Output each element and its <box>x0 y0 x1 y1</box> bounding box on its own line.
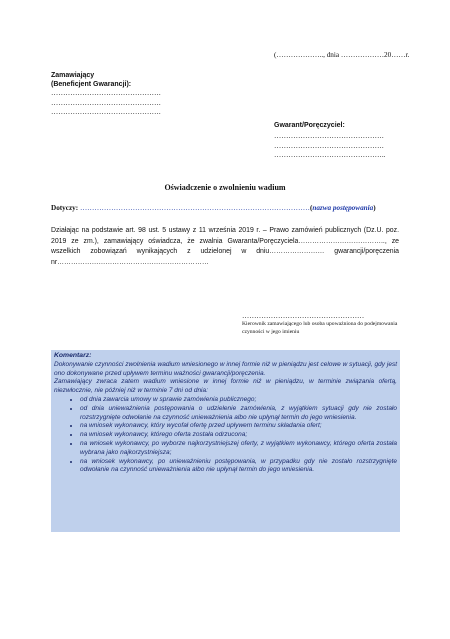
gwarant-line: ………………………………………. <box>274 132 384 140</box>
gwarant-line: ……………………………………….. <box>274 151 386 159</box>
dotyczy-label: Dotyczy: <box>51 204 79 212</box>
comment-list <box>54 396 397 475</box>
comment-list-item: • na wniosek wykonawcy, po wyborze najkorzystniejszej oferty, z wyjątkiem wykonawcy, którego oferta została wybrana jako najkorzystniejsza; <box>80 440 397 458</box>
gwarant-block <box>274 121 385 161</box>
dotyczy-name: nazwa postępowania <box>312 204 374 212</box>
document-title: Oświadczenie o zwolnieniu wadium <box>164 183 286 192</box>
zamawiajacy-title: Zamawiający <box>51 72 95 79</box>
dotyczy-dots: …………………………………………………………………………………… <box>79 204 310 212</box>
zamawiajacy-block <box>51 71 161 118</box>
zamawiajacy-line: ………………………………………. <box>51 108 161 116</box>
dotyczy-line <box>51 204 376 213</box>
comment-list-item: • na wniosek wykonawcy, po unieważnieniu postępowania, w przypadku gdy nie zostało rozstrzygnięte odwołanie na czynność unieważnienia albo nie upłynął termin do jego wniesienia. <box>80 458 397 476</box>
zamawiajacy-line: ………………………………………. <box>51 89 161 97</box>
comment-list-item: • od dnia unieważnienia postępowania o udzielenie zamówienia, z wyjątkiem sytuacji gdy nie zostało rozstrzygnięte odwołanie na czynność unieważnienia albo nie upłynął termin do jego wniesienia. <box>80 405 397 423</box>
comment-box <box>51 350 400 532</box>
gwarant-title: Gwarant/Poręczyciel: <box>274 122 345 129</box>
dotyczy-close: ) <box>373 204 376 212</box>
dotyczy-open: ( <box>309 204 313 212</box>
zamawiajacy-subtitle: (Beneficjent Gwarancji): <box>51 81 132 88</box>
comment-paragraph: Zamawiający zwraca zatem wadium wniesione w innej formie niż w pieniądzu, w terminie związania ofertą, niezwłocznie, nie później niż w terminie 7 dni od dnia: <box>54 378 397 395</box>
signature-dots: …………………………………………… <box>242 312 365 320</box>
signature-caption: Kierownik zamawiającego lub osoba upoważniona do podejmowania czynności w jego imieniu <box>242 321 398 335</box>
comment-paragraph: Dokonywanie czynności zwolnienia wadium wniesionego w innej formie niż w pieniądzu jest celowe w sytuacji, gdy jest ono dokonywane przed upływem terminu ważności gwarancji/poręczenia. <box>54 360 397 377</box>
zamawiajacy-line: ………………………………………. <box>51 98 161 107</box>
comment-list-item: • od dnia zawarcia umowy w sprawie zamówienia publicznego; <box>80 396 397 405</box>
comment-heading: Komentarz: <box>54 352 92 359</box>
comment-list-item: • na wniosek wykonawcy, którego oferta została odrzucona; <box>80 431 397 440</box>
signature-block <box>242 312 406 336</box>
place-date: (……………….., dnia ………………20……r. <box>274 51 410 59</box>
gwarant-line: ………………………………………. <box>274 141 384 150</box>
statement-body: Działając na podstawie art. 98 ust. 5 ustawy z 11 września 2019 r. – Prawo zamówień publicznych (Dz.U. poz. 2019 ze zm.), zamawiający oświadcza, że zwalnia Gwaranta/Poręczyciela……………………………….., ze wszelkich zobowiązań wynikających z udzielonej w dniu…………………… gwarancji/poręczenia nr………………………………………………………… <box>51 227 399 266</box>
comment-list-item: • na wniosek wykonawcy, który wycofał ofertę przed upływem terminu składania ofert; <box>80 422 397 431</box>
